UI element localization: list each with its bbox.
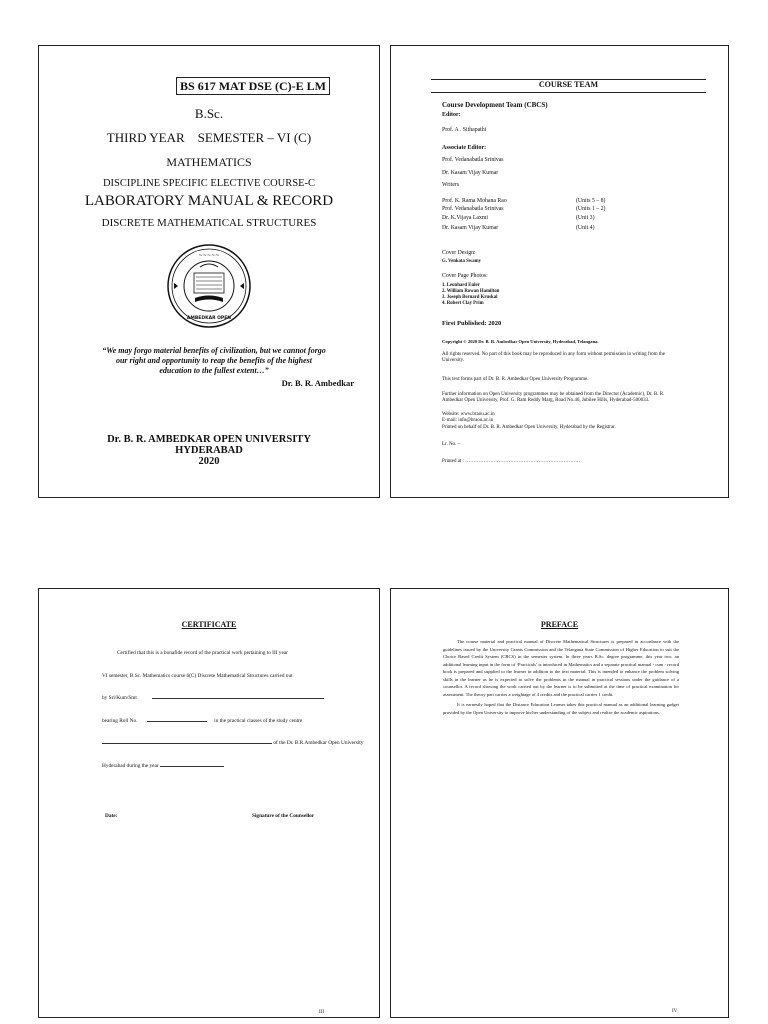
university-city: HYDERABAD xyxy=(175,445,243,456)
editor-name: Prof. A . Sithapathi xyxy=(442,127,487,133)
page-number: III xyxy=(319,1010,324,1015)
text-part-notice: This text forms part of Dr. B. R. Ambedkar Open University Programme. xyxy=(442,377,589,382)
course-team-page xyxy=(390,45,729,498)
degree: B.Sc. xyxy=(194,106,224,121)
first-published: First Published: 2020 xyxy=(442,320,502,327)
svg-text:AMBEDKAR OPEN: AMBEDKAR OPEN xyxy=(186,316,232,321)
study-centre-label: in the practical classes of the study centre xyxy=(214,718,303,724)
manual-title: LABORATORY MANUAL & RECORD xyxy=(84,193,334,209)
roll-number-field[interactable] xyxy=(147,721,207,722)
date-label: Date: xyxy=(105,813,118,819)
publisher-block xyxy=(39,434,379,467)
quote-author: Dr. B. R. Ambedkar xyxy=(281,378,354,388)
writers-label: Writers xyxy=(442,182,460,188)
preface-title: PREFACE xyxy=(540,620,579,629)
year-field[interactable] xyxy=(160,766,224,767)
writer-row xyxy=(442,206,606,213)
certificate-line-5 xyxy=(102,740,363,746)
copyright-notice: Copyright © 2020 Dr. B. R. Ambedkar Open University, Hyderabad, Telangana. xyxy=(442,339,599,344)
writer-units: (Units 1 – 2) xyxy=(576,206,606,212)
university-name: Dr. B. R. AMBEDKAR OPEN UNIVERSITY xyxy=(107,434,311,445)
year-semester: THIRD YEAR SEMESTER – VI (C) xyxy=(106,130,312,145)
website-link[interactable]: Website: www.braou.ac.in xyxy=(442,412,495,417)
dev-team-heading: Course Development Team (CBCS) xyxy=(442,101,548,109)
associate-editor-1: Prof. Vedanabatla Srinivas xyxy=(442,157,504,163)
course-team-title: COURSE TEAM xyxy=(538,80,599,89)
rights-notice: All rights reserved. No part of this book may be reproduced in any form without permission in writing from the University. xyxy=(442,352,666,364)
preface-paragraph-1: The course material and practical manual of Discrete Mathematical Structures is prepared in accordance with the guidelines issued by the University Grants Commission and the Telangana State Commission of Higher Education to suit the Choice Based Credit System (CBCS) in the semester system. In three years B.Sc. degree programme, this year two, an additional learning input in the form of ‘Practicals’ is introduced in Mathematics and a separate practical manual - cum - record book is prepared and supplied to the learner in addition to the text material. This is intended to enhance the problem solving skills in the learner as he is expected to solve the problems in the manual in practical sessions under the guidance of a counsellor. A record showing the work carried out by the learner is to be submitted at the time of practical examination for assessment. The theory part carries a weightage of 4 credits and the practical carries 1 credit. xyxy=(443,639,679,697)
writer-row xyxy=(442,215,595,222)
university-label: of the Dr. B.R.Ambedkar Open University xyxy=(273,740,364,746)
university-seal-logo xyxy=(166,243,252,329)
writer-units: (Unit 3) xyxy=(576,215,595,221)
name-label: by Sri/Kum/Smt xyxy=(102,695,137,701)
printed-at: Printed at : …………………………………………………………… xyxy=(442,459,581,464)
certificate-line-3 xyxy=(102,695,324,701)
associate-editor-2: Dr. Kasam Vijay Kumar xyxy=(442,170,499,176)
writer-name: Dr. Kasam Vijay Kumar xyxy=(442,225,499,231)
study-centre-field[interactable] xyxy=(102,743,272,744)
editor-label: Editor: xyxy=(442,112,461,118)
writer-units: (Units 5 – 8) xyxy=(576,198,606,204)
course-type: DISCIPLINE SPECIFIC ELECTIVE COURSE-C xyxy=(102,178,316,189)
counsellor-signature-label: Signature of the Counsellor xyxy=(252,813,315,819)
writer-name: Prof. Vedanabatla Srinivas xyxy=(442,206,504,212)
cover-design-label: Cover Design: xyxy=(442,250,476,256)
divider xyxy=(431,92,706,93)
cover-photo-item: 4. Robert Clay Prim xyxy=(442,301,484,306)
cover-designer: G. Venkata Swamy xyxy=(442,259,482,264)
writer-name: Prof. K. Rama Mohana Rao xyxy=(442,198,507,204)
ambedkar-quote: “We may forgo material benefits of civilization, but we cannot forgo our right and opportunity to reap the benefits of the highest education to the fullest extent…” xyxy=(102,346,326,375)
cover-photo-item: 3. Joseph Bernard Kruskal xyxy=(442,295,498,300)
subject: MATHEMATICS xyxy=(166,155,252,169)
certificate-line-1: Certified that this is a bonafide record of the practical work pertaining to III year xyxy=(117,650,288,656)
lr-number: Lr. No. – xyxy=(442,442,461,447)
publication-year: 2020 xyxy=(198,456,220,467)
cover-photo-item: 2. William Rowan Hamilton xyxy=(442,289,500,294)
email xyxy=(442,418,682,424)
writer-name: Dr. K.Vijaya Laxmi xyxy=(442,215,489,221)
roll-label: bearing Roll No. xyxy=(102,718,138,724)
writer-row xyxy=(442,225,595,232)
svg-text:~~~~~: ~~~~~ xyxy=(198,253,220,259)
course-title: DISCRETE MATHEMATICAL STRUCTURES xyxy=(101,217,317,229)
name-field[interactable] xyxy=(152,698,324,699)
year-label: Hyderabad during the year xyxy=(102,763,159,769)
writer-units: (Unit 4) xyxy=(576,225,595,231)
further-info: Further information on Open University programmes may be obtained from the Director (Academic), Dr. B. R. Ambedkar Open University, Prof. G. Ram Reddy Marg, Road No.46, Jubilee Hills, Hyderabad-500033. xyxy=(442,392,665,404)
preface-body xyxy=(443,638,679,716)
writer-row xyxy=(442,198,606,205)
cover-photos-label: Cover Page Photos: xyxy=(442,273,488,279)
certificate-line-6 xyxy=(102,763,224,769)
certificate-page xyxy=(38,588,380,1018)
certificate-title: CERTIFICATE xyxy=(181,620,237,629)
printed-behalf: Printed on behalf of Dr. B. R. Ambedkar Open University, Hyderabad by the Registrar. xyxy=(442,425,616,430)
cover-page xyxy=(38,45,380,498)
page-number: IV xyxy=(672,1009,678,1014)
email-link[interactable]: E-mail: info@braou.ac.in xyxy=(442,418,494,423)
certificate-line-4 xyxy=(102,718,302,724)
cover-photo-item: 1. Leonhard Euler xyxy=(442,283,480,288)
associate-editor-label: Associate Editor: xyxy=(442,145,487,151)
certificate-line-2: VI semester, B.Sc. Mathematics course 6(C) Discrete Mathematical Structures carried out xyxy=(102,673,293,679)
preface-paragraph-2: It is earnestly hoped that the Distance Education Learner takes this practical manual as an additional learning gadget provided by the Open University to improve his/her understanding of the subject and realize the academic aspirations. xyxy=(443,702,679,715)
course-code: BS 617 MAT DSE (C)-E LM xyxy=(176,77,330,95)
preface-page xyxy=(390,588,729,1018)
